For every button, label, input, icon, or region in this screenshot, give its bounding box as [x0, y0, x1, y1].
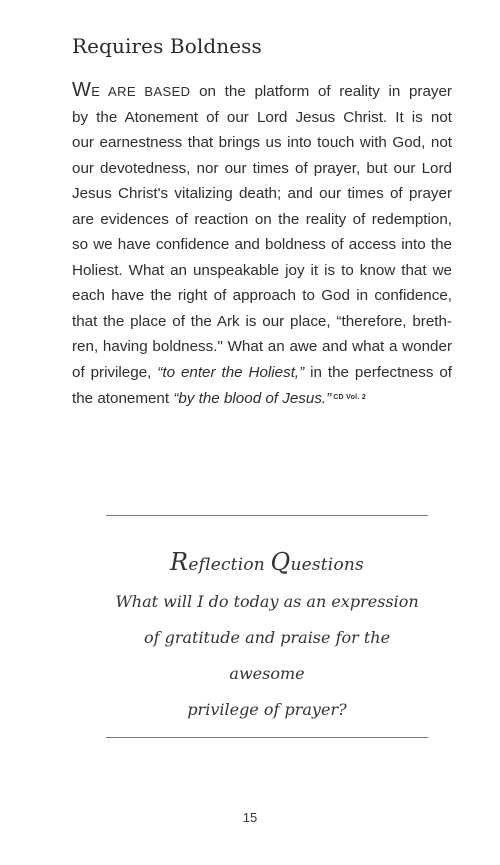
divider-bottom	[106, 737, 428, 738]
small-caps-text: E ARE BASED	[91, 84, 191, 99]
text-line	[72, 360, 452, 386]
reflection-section	[106, 548, 428, 728]
scripture-quote: “by the blood of Jesus.”	[173, 390, 332, 407]
reflection-title	[106, 548, 428, 576]
text-line: our earnestness that brings us into touch with God, not	[72, 134, 452, 151]
divider-top	[106, 515, 428, 516]
text-line	[72, 78, 452, 105]
title-word: eflection	[188, 555, 271, 575]
text-line: so we have confidence and boldness of access into the	[72, 236, 452, 253]
text-line: each have the right of approach to God in confidence,	[72, 287, 452, 304]
question-line: What will I do today as an expression	[115, 592, 419, 611]
question-line: privilege of prayer?	[187, 700, 347, 719]
text-line: ren, having boldness." What an awe and what a wonder	[72, 338, 452, 355]
drop-cap: W	[72, 79, 92, 101]
source-citation: CD Vol. 2	[333, 394, 367, 401]
text-segment: the atonement	[72, 390, 174, 407]
text-line-rest: on the platform of reality in prayer	[190, 83, 452, 100]
text-line: are evidences of reaction on the reality of redemption,	[72, 210, 452, 228]
text-segment: of privilege,	[72, 363, 158, 381]
title-word: uestions	[290, 555, 364, 575]
title-initial: Q	[270, 548, 291, 576]
text-segment: in the perfectness of	[304, 363, 453, 381]
question-line: of gratitude and praise for the awesome	[143, 628, 391, 683]
text-line: by the Atonement of our Lord Jesus Christ. It is not	[72, 108, 452, 126]
body-paragraph	[72, 78, 452, 412]
text-line	[72, 385, 452, 412]
reflection-question	[106, 584, 428, 728]
page-number: 15	[242, 810, 258, 825]
scripture-quote: “to enter the Holiest,”	[157, 363, 305, 381]
text-line: that the place of the Ark is our place, “therefore, breth-	[72, 312, 452, 330]
text-line: Jesus Christ's vitalizing death; and our times of prayer	[72, 185, 452, 202]
section-heading: Requires Boldness	[72, 34, 262, 58]
title-initial: R	[170, 548, 189, 576]
text-line: Holiest. What an unspeakable joy it is to know that we	[72, 261, 452, 279]
text-line: our devotedness, nor our times of prayer, but our Lord	[72, 159, 452, 177]
